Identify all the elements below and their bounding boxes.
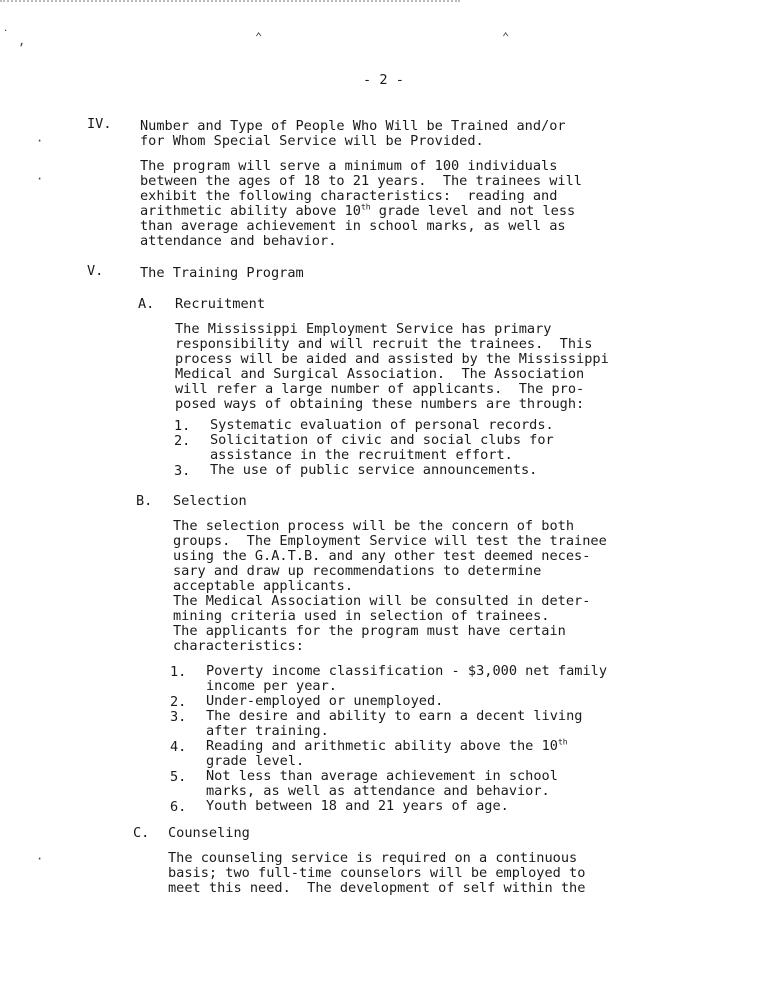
list-number: 5.: [170, 769, 187, 785]
paragraph-line: exhibit the following characteristics: reading and: [140, 188, 558, 204]
list-item: [174, 463, 694, 478]
list-number: 3.: [174, 463, 191, 479]
list-number: 3.: [170, 709, 187, 725]
list-item-text: income per year.: [206, 678, 337, 694]
list-number: 1.: [170, 664, 187, 680]
subsection-letter-b: B.: [136, 493, 153, 509]
scan-mark: ⌃: [502, 30, 510, 44]
paragraph-line: groups. The Employment Service will test the trainee: [173, 533, 607, 549]
section-number-v: V.: [87, 263, 104, 279]
paragraph-line: acceptable applicants.: [173, 578, 354, 594]
list-number: 1.: [174, 418, 191, 434]
paragraph-line: The selection process will be the concern of both: [173, 518, 575, 534]
list-item-text: Under-employed or unemployed.: [206, 693, 444, 709]
paragraph-line: The applicants for the program must have certain: [173, 623, 566, 639]
paragraph-line: posed ways of obtaining these numbers are through:: [175, 396, 585, 412]
list-item-text: Youth between 18 and 21 years of age.: [206, 798, 509, 814]
scan-mark: ·: [36, 852, 44, 866]
selection-list: [170, 664, 730, 814]
list-number: 4.: [170, 739, 187, 755]
list-item-text: Solicitation of civic and social clubs for: [210, 432, 554, 448]
subsection-letter-a: A.: [138, 296, 155, 312]
paragraph-line: process will be aided and assisted by the Mississippi: [175, 351, 609, 367]
paragraph-line: characteristics:: [173, 638, 304, 654]
subsection-heading-counseling: Counseling: [168, 825, 250, 841]
list-item: [170, 769, 730, 799]
page-number: - 2 -: [363, 72, 404, 88]
list-item: [174, 418, 694, 433]
list-item-text: Poverty income classification - $3,000 net family: [206, 663, 608, 679]
paragraph-line: The Mississippi Employment Service has primary: [175, 321, 552, 337]
paragraph-line: responsibility and will recruit the trainees. This: [175, 336, 593, 352]
list-item-text: after training.: [206, 723, 329, 739]
subsection-heading-recruitment: Recruitment: [175, 296, 266, 312]
list-number: 6.: [170, 799, 187, 815]
paragraph-line: meet this need. The development of self within the: [168, 880, 586, 896]
list-item: [170, 694, 730, 709]
list-item: [170, 799, 730, 814]
list-item-text: Not less than average achievement in school: [206, 768, 558, 784]
section-heading-iv: Number and Type of People Who Will be Trained and/or: [140, 118, 566, 134]
list-item-text: grade level.: [206, 753, 305, 769]
scan-mark: ⌃: [255, 30, 263, 44]
list-item-text: The desire and ability to earn a decent living: [206, 708, 583, 724]
list-item-text: Reading and arithmetic ability above the 10th: [206, 737, 568, 754]
list-item: [170, 739, 730, 769]
list-item-text: Systematic evaluation of personal records.: [210, 417, 554, 433]
section-number-iv: IV.: [87, 116, 112, 132]
paragraph-line: basis; two full-time counselors will be employed to: [168, 865, 586, 881]
subsection-heading-selection: Selection: [173, 493, 247, 509]
paragraph-line: mining criteria used in selection of trainees.: [173, 608, 550, 624]
recruitment-list: [174, 418, 694, 478]
paragraph-line: attendance and behavior.: [140, 233, 337, 249]
top-dotted-border: [0, 0, 460, 5]
paragraph-line: will refer a large number of applicants. The pro-: [175, 381, 585, 397]
scan-mark: ˙: [2, 28, 10, 42]
list-item: [174, 433, 694, 463]
subsection-letter-c: C.: [133, 825, 150, 841]
scan-mark: ·: [36, 172, 44, 186]
paragraph-line: The program will serve a minimum of 100 individuals: [140, 158, 558, 174]
list-number: 2.: [170, 694, 187, 710]
scan-mark: ,: [18, 34, 26, 48]
section-iv-paragraph: [140, 159, 582, 249]
paragraph-line: arithmetic ability above 10th grade level and not less: [140, 202, 576, 219]
paragraph-line: than average achievement in school marks, as well as: [140, 218, 566, 234]
list-number: 2.: [174, 433, 191, 449]
list-item-text: assistance in the recruitment effort.: [210, 447, 513, 463]
recruitment-paragraph: [175, 322, 609, 412]
paragraph-line: sary and draw up recommendations to determine: [173, 563, 542, 579]
section-heading-v: The Training Program: [140, 265, 304, 281]
paragraph-line: using the G.A.T.B. and any other test deemed neces-: [173, 548, 591, 564]
section-heading-iv-cont: for Whom Special Service will be Provided.: [140, 133, 484, 149]
paragraph-line: The counseling service is required on a continuous: [168, 850, 578, 866]
list-item-text: The use of public service announcements.: [210, 462, 538, 478]
paragraph-line: between the ages of 18 to 21 years. The trainees will: [140, 173, 582, 189]
selection-paragraph: [173, 519, 607, 654]
list-item-text: marks, as well as attendance and behavior.: [206, 783, 550, 799]
list-item: [170, 709, 730, 739]
paragraph-line: Medical and Surgical Association. The Association: [175, 366, 585, 382]
scan-mark: ·: [36, 134, 44, 148]
list-item: [170, 664, 730, 694]
counseling-paragraph: [168, 851, 585, 896]
paragraph-line: The Medical Association will be consulted in deter-: [173, 593, 591, 609]
